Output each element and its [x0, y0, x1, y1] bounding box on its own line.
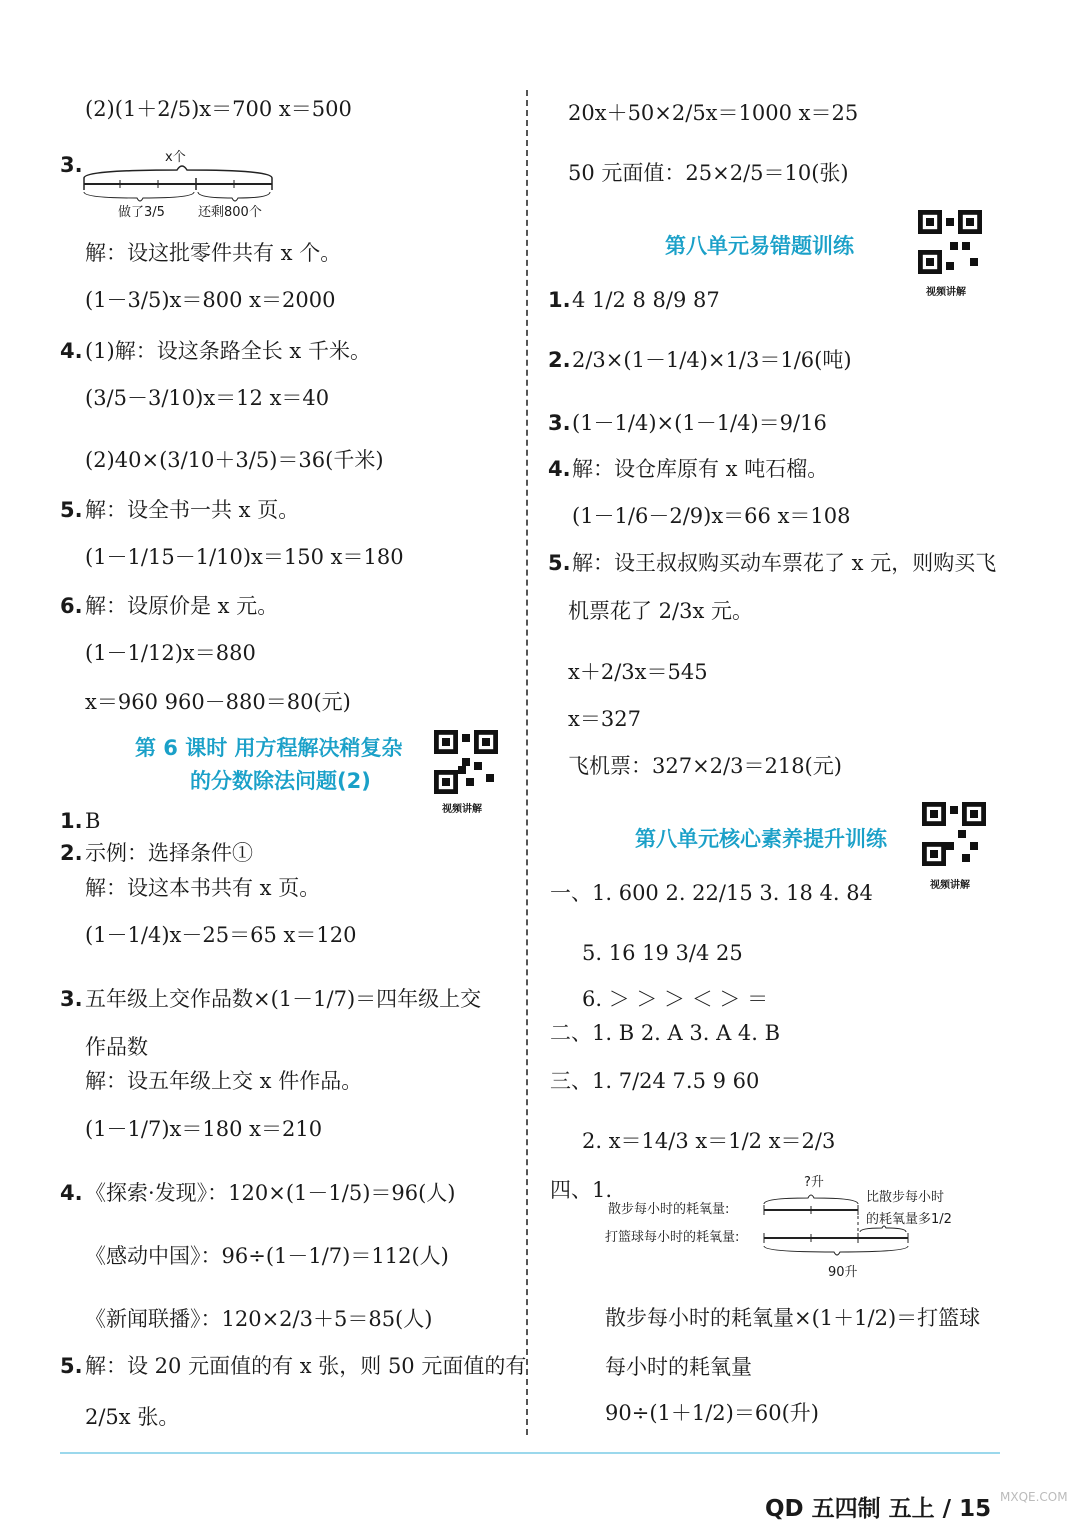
question-number: 4. — [60, 339, 83, 363]
qr-caption: 视频讲解 — [930, 880, 970, 891]
answer-line: (1－1/4)x－25＝65 x＝120 — [85, 923, 357, 947]
answer-line: 飞机票：327×2/3＝218(元) — [568, 754, 842, 778]
answer-line: 二、1. B 2. A 3. A 4. B — [550, 1021, 781, 1045]
question-number: 3. — [548, 411, 571, 435]
answer-line: 2. x＝14/3 x＝1/2 x＝2/3 — [582, 1129, 836, 1153]
answer-line: 四、1. — [550, 1178, 613, 1202]
answer-line: x＝327 — [568, 707, 641, 731]
qr-caption: 视频讲解 — [442, 804, 482, 815]
answer-line: 解：设仓库原有 x 吨石榴。 — [572, 457, 829, 481]
question-number: 1. — [548, 288, 571, 312]
answer-line: 机票花了 2/3x 元。 — [568, 599, 753, 623]
qr-code-icon[interactable] — [434, 730, 498, 794]
diagram-label-top: x个 — [165, 150, 186, 165]
answer-line: 一、1. 600 2. 22/15 3. 18 4. 84 — [550, 881, 873, 905]
answer-line: 5. 16 19 3/4 25 — [582, 941, 743, 965]
qr-code-icon[interactable] — [922, 802, 986, 866]
answer-line: 解：设全书一共 x 页。 — [85, 498, 300, 522]
question-number: 1. — [60, 809, 83, 833]
answer-line: 《探索·发现》：120×(1－1/5)＝96(人) — [85, 1181, 456, 1205]
diagram-label: 比散步每小时 — [866, 1190, 945, 1205]
question-number: 5. — [548, 551, 571, 575]
question-number: 2. — [60, 841, 83, 865]
answer-line: 作品数 — [85, 1035, 148, 1059]
answer-line: (1－1/6－2/9)x＝66 x＝108 — [572, 504, 851, 528]
answer-line: 解：设原价是 x 元。 — [85, 594, 279, 618]
answer-line: 解：设五年级上交 x 件作品。 — [85, 1069, 363, 1093]
page-footer: QD 五四制 五上 / 15 — [765, 1496, 992, 1522]
footer-rule — [60, 1452, 1000, 1454]
diagram-label-top: ?升 — [804, 1175, 824, 1190]
answer-line: (1－1/7)x＝180 x＝210 — [85, 1117, 323, 1141]
section-heading: 第八单元易错题训练 — [665, 234, 854, 258]
question-number: 3. — [60, 987, 83, 1011]
question-number: 3. — [60, 153, 83, 177]
answer-line: 2/5x 张。 — [85, 1405, 180, 1429]
question-number: 4. — [548, 457, 571, 481]
answer-line: x＝960 960－880＝80(元) — [85, 690, 351, 714]
question-number: 5. — [60, 1354, 83, 1378]
answer-line: 《新闻联播》：120×2/3＋5＝85(人) — [85, 1307, 433, 1331]
answer-line: (2)(1＋2/5)x＝700 x＝500 — [85, 97, 352, 121]
question-number: 4. — [60, 1181, 83, 1205]
watermark: MXQE.COM — [1000, 1490, 1068, 1504]
diagram-label: 的耗氧量多1/2 — [866, 1212, 952, 1227]
diagram-label-bottom: 90升 — [828, 1265, 858, 1280]
answer-line: 五年级上交作品数×(1－1/7)＝四年级上交 — [85, 987, 482, 1011]
answer-line: 每小时的耗氧量 — [605, 1355, 752, 1379]
answer-line: 《感动中国》：96÷(1－1/7)＝112(人) — [85, 1244, 449, 1268]
diagram-label: 散步每小时的耗氧量: — [608, 1202, 730, 1217]
answer-line: (1－1/15－1/10)x＝150 x＝180 — [85, 545, 404, 569]
answer-line: 示例：选择条件① — [85, 841, 253, 865]
answer-line: (1－1/4)×(1－1/4)＝9/16 — [572, 411, 827, 435]
answer-line: (1－3/5)x＝800 x＝2000 — [85, 288, 336, 312]
answer-line: 三、1. 7/24 7.5 9 60 — [550, 1069, 760, 1093]
answer-line: (2)40×(3/10＋3/5)＝36(千米) — [85, 448, 384, 472]
question-number: 6. — [60, 594, 83, 618]
answer-line: (1)解：设这条路全长 x 千米。 — [85, 339, 371, 363]
answer-line: 解：设 20 元面值的有 x 张，则 50 元面值的有 — [85, 1354, 527, 1378]
answer-line: 解：设王叔叔购买动车票花了 x 元，则购买飞 — [572, 551, 997, 575]
answer-line: 散步每小时的耗氧量×(1＋1/2)＝打篮球 — [605, 1306, 981, 1330]
answer-line: 解：设这本书共有 x 页。 — [85, 876, 321, 900]
answer-line: 20x＋50×2/5x＝1000 x＝25 — [568, 101, 859, 125]
diagram-label-left: 做了3/5 — [118, 205, 165, 220]
answer-line: (3/5－3/10)x＝12 x＝40 — [85, 386, 330, 410]
answer-line: (1－1/12)x＝880 — [85, 641, 256, 665]
section-heading: 的分数除法问题(2) — [190, 769, 371, 793]
qr-code-icon[interactable] — [918, 210, 982, 274]
answer-line: B — [85, 809, 101, 833]
section-heading: 第 6 课时 用方程解决稍复杂 — [135, 736, 403, 760]
answer-line: 6. ＞ ＞ ＞ ＜ ＞ ＝ — [582, 987, 769, 1011]
qr-caption: 视频讲解 — [926, 287, 966, 298]
question-number: 5. — [60, 498, 83, 522]
answer-line: 解：设这批零件共有 x 个。 — [85, 241, 342, 265]
answer-line: 50 元面值：25×2/5＝10(张) — [568, 161, 849, 185]
diagram-label-right: 还剩800个 — [198, 205, 262, 220]
section-heading: 第八单元核心素养提升训练 — [635, 827, 887, 851]
answer-line: 2/3×(1－1/4)×1/3＝1/6(吨) — [572, 348, 852, 372]
answer-line: 4 1/2 8 8/9 87 — [572, 288, 720, 312]
diagram-label: 打篮球每小时的耗氧量: — [605, 1230, 740, 1245]
answer-line: x＋2/3x＝545 — [568, 660, 708, 684]
question-number: 2. — [548, 348, 571, 372]
column-divider — [526, 90, 528, 1435]
answer-line: 90÷(1＋1/2)＝60(升) — [605, 1401, 819, 1425]
